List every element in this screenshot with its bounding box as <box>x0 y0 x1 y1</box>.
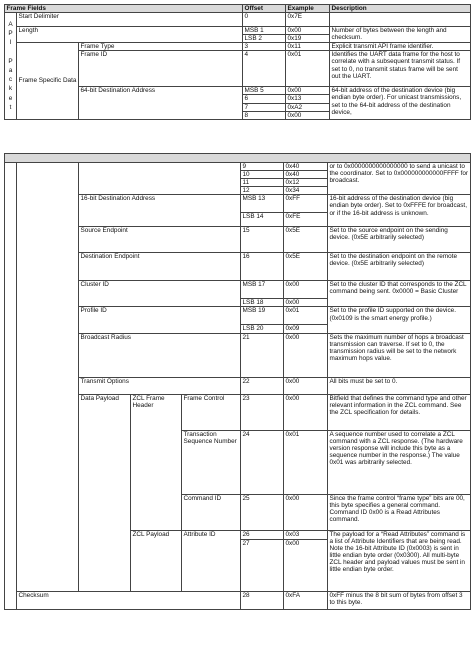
table-row: LSB 2 0x19 <box>5 35 471 43</box>
table-row: 8 0x00 <box>5 111 471 119</box>
table-row: Transaction Sequence Number 24 0x01 A sequence number used to correlate a ZCL command with a ZCL response. (The hardware version response will include this byte as a sequence number in the response.) The value 0x01 was arbitrarily selected. <box>5 430 471 494</box>
frame-specific-column-blank <box>17 163 79 592</box>
command-id-label: Command ID <box>182 494 241 530</box>
table-row: LSB 14 0xFE <box>5 213 471 227</box>
profile-id-label: Profile ID <box>79 307 241 333</box>
frame-table-part-2 <box>4 153 471 610</box>
table-row: LSB 18 0x00 <box>5 299 471 307</box>
frame-type-label: Frame Type <box>79 43 243 51</box>
table-row: A P I P a c k e t Start Delimiter 0 0x7E <box>5 13 471 27</box>
table-row: Transmit Options 22 0x00 All bits must be set to 0. <box>5 377 471 394</box>
transmit-options-label: Transmit Options <box>79 377 241 394</box>
table-row: 27 0x00 <box>5 539 471 591</box>
table-row: Broadcast Radius 21 0x00 Sets the maximum number of hops a broadcast transmission can traverse. If set to 0, the transmission radius will be set to the network maximum hops value. <box>5 333 471 377</box>
header-description: Description <box>330 5 471 13</box>
length-label: Length <box>17 27 243 43</box>
table-row: 64-bit Destination Address MSB 5 0x00 64-bit address of the destination device (big endian byte order). For unicast transmissions, set to the 64-bit address of the destination device, <box>5 87 471 95</box>
table-row: Cluster ID MSB 17 0x00 Set to the cluster ID that corresponds to the ZCL command being sent. 0x0000 = Basic Cluster <box>5 281 471 299</box>
dest64-label: 64-bit Destination Address <box>79 87 243 119</box>
destination-endpoint-label: Destination Endpoint <box>79 253 241 281</box>
table-row: 16-bit Destination Address MSB 13 0xFF 16-bit address of the destination device (big endian byte order). Set to 0xFFFE for broadcast, or if the 16-bit address is unknown. <box>5 195 471 213</box>
table-row: 6 0x13 <box>5 95 471 103</box>
table-row: Profile ID MSB 19 0x01 Set to the profile ID supported on the device. (0x0109 is the smart energy profile.) <box>5 307 471 325</box>
frame-table-part-1 <box>4 4 471 120</box>
table-row: 7 0xA2 <box>5 103 471 111</box>
table-row: LSB 20 0x09 <box>5 325 471 333</box>
table-header-row <box>5 5 471 13</box>
frame-specific-data-label: Frame Specific Data <box>17 43 79 119</box>
dest64-continued-blank <box>79 163 241 195</box>
header-frame-fields: Frame Fields <box>5 5 243 13</box>
table-row: 10 0x40 <box>5 171 471 179</box>
frame-control-label: Frame Control <box>182 394 241 430</box>
table-row: Frame ID 4 0x01 Identifies the UART data frame for the host to correlate with a subsequent transmit status. If set to 0, no transmit status frame will be sent out the UART. <box>5 51 471 87</box>
checksum-label: Checksum <box>17 591 241 609</box>
table-row: Command ID 25 0x00 Since the frame control “frame type” bits are 00, this byte specifies a general command. Command ID 0x00 is a Read Attributes command. <box>5 494 471 530</box>
table-row: ZCL Payload Attribute ID 26 0x03 The payload for a “Read Attributes” command is a list of Attribute Identifiers that are being read. Note the 16-bit Attribute ID (0x0003) is sent in little endian byte order (0x0300). All multi-byte ZCL header and payload values must be sent in little endian byte order. <box>5 530 471 539</box>
cluster-id-label: Cluster ID <box>79 281 241 307</box>
data-payload-label: Data Payload <box>79 394 131 591</box>
table-header-row <box>5 154 471 163</box>
side-column-blank <box>5 163 17 610</box>
table-row: 9 0x40 or to 0x0000000000000000 to send a unicast to the coordinator. Set to 0x000000000000FFFF for broadcast. <box>5 163 471 171</box>
table-row: Data Payload ZCL Frame Header Frame Control 23 0x00 Bitfield that defines the command type and other relevant information in the ZCL command. See the ZCL specification for details. <box>5 394 471 430</box>
attribute-id-label: Attribute ID <box>182 530 241 591</box>
frame-id-label: Frame ID <box>79 51 243 87</box>
broadcast-radius-label: Broadcast Radius <box>79 333 241 377</box>
table-row: Destination Endpoint 16 0x5E Set to the destination endpoint on the remote device. (0x5E arbitrarily selected) <box>5 253 471 281</box>
source-endpoint-label: Source Endpoint <box>79 227 241 253</box>
table-row: Frame Specific Data Frame Type 3 0x11 Explicit transmit API frame identifier. <box>5 43 471 51</box>
table-row: 11 0x12 <box>5 179 471 187</box>
header-example: Example <box>286 5 330 13</box>
api-packet-side-label: A P I P a c k e t <box>5 13 17 120</box>
table-row: Length MSB 1 0x00 Number of bytes between the length and checksum. <box>5 27 471 35</box>
start-delimiter-label: Start Delimiter <box>17 13 243 27</box>
table-row: Source Endpoint 15 0x5E Set to the source endpoint on the sending device. (0x5E arbitrarily selected) <box>5 227 471 253</box>
header-offset: Offset <box>243 5 286 13</box>
table-row: 12 0x34 <box>5 187 471 195</box>
zcl-frame-header-label: ZCL Frame Header <box>131 394 182 530</box>
dest16-label: 16-bit Destination Address <box>79 195 241 227</box>
zcl-payload-label: ZCL Payload <box>131 530 182 591</box>
table-row: Checksum 28 0xFA 0xFF minus the 8 bit sum of bytes from offset 3 to this byte. <box>5 591 471 609</box>
transaction-sequence-label: Transaction Sequence Number <box>182 430 241 494</box>
